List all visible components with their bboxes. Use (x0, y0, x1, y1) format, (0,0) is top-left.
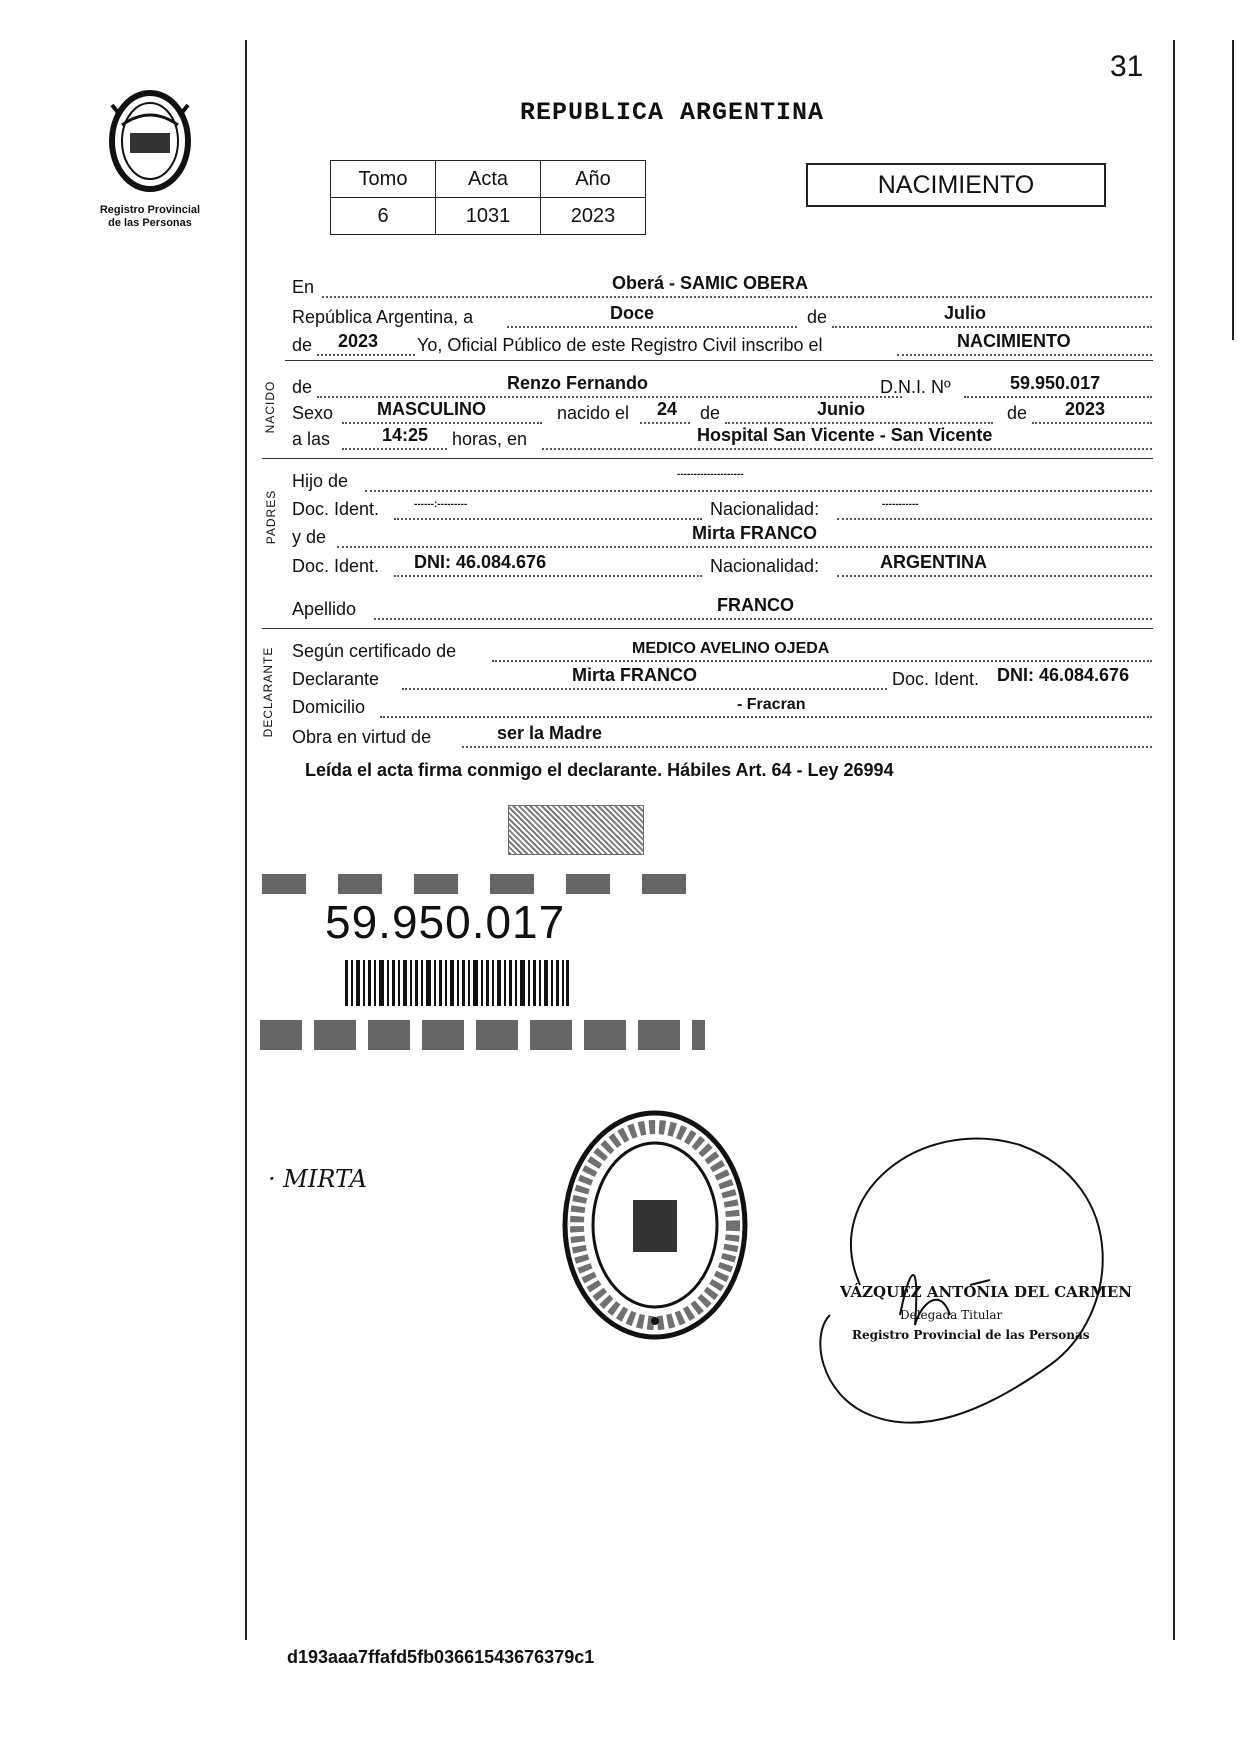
country-title: REPUBLICA ARGENTINA (520, 98, 825, 127)
value-declarante-doc: DNI: 46.084.676 (997, 665, 1130, 685)
value-dia: Doce (610, 303, 655, 323)
value-nac-mes: Junio (817, 399, 865, 419)
row-nombre: de Renzo Fernando D.N.I. Nº 59.950.017 (292, 374, 1152, 400)
label-en: En (292, 277, 315, 297)
value-madre-nac: ARGENTINA (880, 552, 987, 572)
record-header-acta: Acta (436, 161, 541, 198)
value-nac-dia: 24 (657, 399, 678, 419)
delegation-stamp (555, 1105, 755, 1345)
right-margin-line (1173, 40, 1175, 1640)
left-margin-line (245, 40, 247, 1640)
value-nac-anio: 2023 (1065, 399, 1106, 419)
signatory-name: VÁZQUEZ ANTONIA DEL CARMEN (840, 1283, 1132, 1301)
barcode (345, 960, 570, 1006)
row-domicilio: Domicilio - Fracran (292, 694, 1152, 720)
record-header-tomo: Tomo (331, 161, 436, 198)
value-padre: -------------------- (677, 469, 744, 480)
row-hijo-de: Hijo de -------------------- (292, 468, 1152, 494)
value-sexo: MASCULINO (377, 399, 486, 419)
signatory-organization: Registro Provincial de las Personas (852, 1328, 1090, 1342)
value-lugar: Oberá - SAMIC OBERA (612, 273, 809, 293)
value-madre: Mirta FRANCO (692, 523, 817, 543)
security-hologram (508, 805, 644, 855)
row-fecha: República Argentina, a Doce de Julio (292, 304, 1152, 330)
row-certificado: Según certificado de MEDICO AVELINO OJEDA (292, 638, 1152, 664)
value-madre-doc: DNI: 46.084.676 (414, 552, 547, 572)
record-header-anio: Año (541, 161, 646, 198)
document-type-box: NACIMIENTO (806, 163, 1106, 207)
section-label-padres: PADRES (264, 489, 278, 545)
value-padre-nac: ----------- (882, 499, 919, 510)
section-label-declarante: DECLARANTE (261, 646, 275, 738)
row-en (292, 274, 1152, 300)
value-acto: NACIMIENTO (957, 331, 1071, 351)
province-seal-logo (100, 85, 200, 197)
record-value-acta: 1031 (436, 198, 541, 235)
value-nombre: Renzo Fernando (507, 373, 649, 393)
security-band-bottom (260, 1020, 705, 1050)
record-value-anio: 2023 (541, 198, 646, 235)
value-domicilio: - Fracran (737, 696, 806, 713)
value-hora: 14:25 (382, 425, 429, 445)
signatory-title: Delegada Titular (900, 1308, 1003, 1322)
value-padre-doc: ------:--------- (414, 499, 468, 510)
security-band-top (262, 874, 702, 894)
record-table (330, 160, 646, 235)
dni-number-large: 59.950.017 (325, 896, 566, 948)
row-madre: y de Mirta FRANCO (292, 524, 1152, 550)
handwritten-note: · MIRTA (268, 1165, 367, 1193)
value-obra: ser la Madre (497, 723, 603, 743)
value-dni: 59.950.017 (1010, 373, 1101, 393)
row-padre-doc: Doc. Ident. ------:--------- Nacionalidad: ----------- (292, 496, 1152, 522)
value-mes: Julio (944, 303, 987, 323)
row-hora: a las 14:25 horas, en Hospital San Vicente - San Vicente (292, 426, 1152, 452)
row-declarante: Declarante Mirta FRANCO Doc. Ident. DNI: 46.084.676 (292, 665, 1130, 689)
row-obra: Obra en virtud de ser la Madre (292, 724, 1152, 750)
row-madre-doc: Doc. Ident. DNI: 46.084.676 Nacionalidad: ARGENTINA (292, 553, 1152, 579)
page-number: 31 (1110, 50, 1144, 83)
value-lugar-nac: Hospital San Vicente - San Vicente (697, 425, 993, 445)
edge-mark (1232, 40, 1234, 340)
value-certificado: MEDICO AVELINO OJEDA (632, 640, 830, 657)
row-apellido: Apellido FRANCO (292, 596, 1152, 622)
section-label-nacido: NACIDO (263, 380, 277, 434)
row-sexo: Sexo MASCULINO nacido el 24 de Junio de 2023 (292, 400, 1152, 426)
document-hash: d193aaa7ffafd5fb03661543676379c1 (287, 1647, 595, 1667)
record-value-tomo: 6 (331, 198, 436, 235)
value-declarante: Mirta FRANCO (572, 665, 697, 685)
value-apellido: FRANCO (717, 595, 794, 615)
registry-name: Registro Provincial de las Personas (99, 204, 201, 229)
value-anio: 2023 (338, 331, 379, 351)
row-inscribo: de 2023 Yo, Oficial Público de este Registro Civil inscribo el NACIMIENTO (292, 332, 1152, 358)
legal-footnote: Leída el acta firma conmigo el declarante. Hábiles Art. 64 - Ley 26994 (305, 760, 894, 780)
